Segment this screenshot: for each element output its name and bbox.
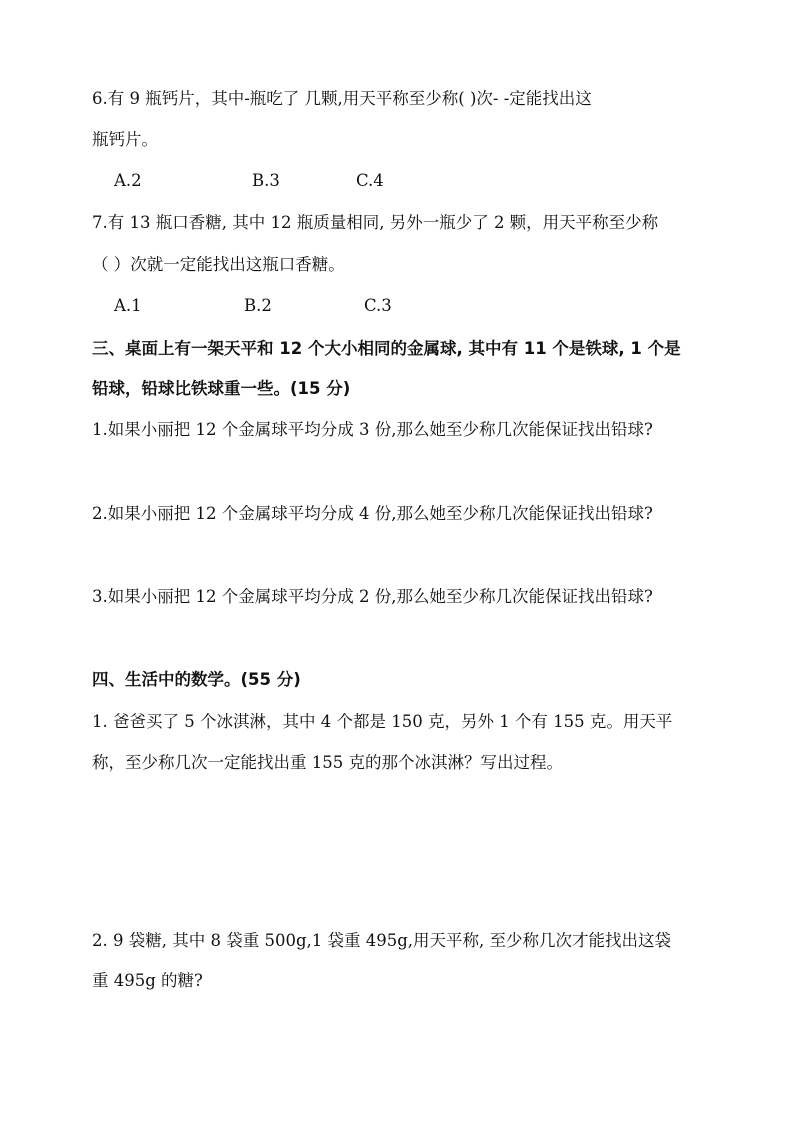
section4-q1-line1: 1. 爸爸买了 5 个冰淇淋，其中 4 个都是 150 克，另外 1 个有 155 克。用天平 [92,712,673,731]
section3-item-1: 1.如果小丽把 12 个金属球平均分成 3 份,那么她至少称几次能保证找出铅球? [92,420,653,439]
section3-heading-line1: 三、桌面上有一架天平和 12 个大小相同的金属球, 其中有 11 个是铁球, 1 个是 [92,339,681,358]
section3-item-3: 3.如果小丽把 12 个金属球平均分成 2 份,那么她至少称几次能保证找出铅球? [92,587,653,606]
q6-option-b: B.3 [252,171,280,190]
section4-q2-line1: 2. 9 袋糖, 其中 8 袋重 500g,1 袋重 495g,用天平称, 至少称几次才能找出这袋 [92,931,672,950]
q6-line2: 瓶钙片。 [92,130,158,149]
q7-option-a: A.1 [114,296,142,315]
q6-option-c: C.4 [356,171,384,190]
q6-option-a: A.2 [114,171,142,190]
section4-heading: 四、生活中的数学。(55 分) [92,670,301,689]
q7-line2: （ ）次就一定能找出这瓶口香糖。 [92,255,345,274]
q7-option-b: B.2 [244,296,272,315]
section4-q1-line2: 称，至少称几次一定能找出重 155 克的那个冰淇淋？写出过程。 [92,753,563,772]
q7-option-c: C.3 [364,296,392,315]
section4-q2-line2: 重 495g 的糖? [92,971,203,990]
section3-heading-line2: 铅球，铅球比铁球重一些。(15 分) [92,379,351,398]
q7-line1: 7.有 13 瓶口香糖, 其中 12 瓶质量相同, 另外一瓶少了 2 颗，用天平称至少称 [92,213,659,232]
q6-line1: 6.有 9 瓶钙片，其中-瓶吃了 几颗,用天平称至少称( )次- -定能找出这 [92,89,592,108]
section3-item-2: 2.如果小丽把 12 个金属球平均分成 4 份,那么她至少称几次能保证找出铅球? [92,504,653,523]
